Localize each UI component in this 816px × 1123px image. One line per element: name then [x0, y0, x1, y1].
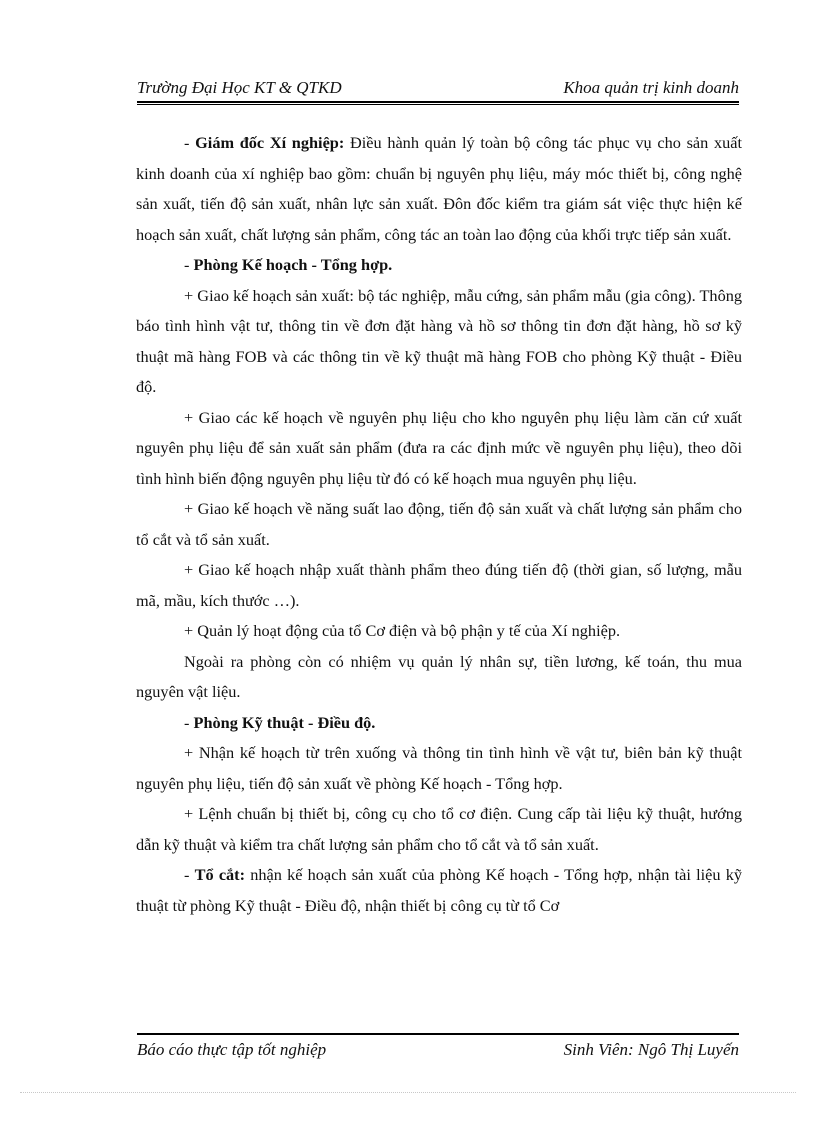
- paragraph: - Giám đốc Xí nghiệp: Điều hành quản lý toàn bộ công tác phục vụ cho sản xuất kinh doanh của xí nghiệp bao gồm: chuẩn bị nguyên phụ liệu, máy móc thiết bị, công nghệ sản xuất, tiến độ sản xuất, nhân lực sản xuất. Đôn đốc kiểm tra giám sát việc thực hiện kế hoạch sản xuất, chất lượng sản phẩm, công tác an toàn lao động của khối trực tiếp sản xuất.: [136, 133, 742, 244]
- paragraph: Ngoài ra phòng còn có nhiệm vụ quản lý nhân sự, tiền lương, kế toán, thu mua nguyên vật liệu.: [136, 651, 742, 701]
- paragraph: - Phòng Kỹ thuật - Điều độ.: [184, 712, 376, 732]
- document-body: [136, 128, 742, 921]
- header-divider: [137, 101, 739, 105]
- header-faculty: Khoa quản trị kinh doanh: [563, 78, 739, 97]
- paragraph: - Phòng Kế hoạch - Tổng hợp.: [184, 255, 393, 274]
- paragraph: + Nhận kế hoạch từ trên xuống và thông tin tình hình về vật tư, biên bản kỹ thuật nguyên phụ liệu, tiến độ sản xuất về phòng Kế hoạch - Tổng hợp.: [136, 743, 742, 793]
- footer-divider: [137, 1033, 739, 1035]
- paragraph: + Lệnh chuẩn bị thiết bị, công cụ cho tổ cơ điện. Cung cấp tài liệu kỹ thuật, hướng dẫn kỹ thuật và kiểm tra chất lượng sản phẩm cho tổ cắt và tổ sản xuất.: [136, 804, 742, 854]
- page-footer: [137, 1040, 739, 1064]
- paragraph: + Giao các kế hoạch về nguyên phụ liệu cho kho nguyên phụ liệu làm căn cứ xuất nguyên phụ liệu để sản xuất sản phẩm (đưa ra các định mức về nguyên phụ liệu), theo dõi tình hình biến động nguyên phụ liệu từ đó có kế hoạch mua nguyên phụ liệu.: [136, 407, 742, 488]
- header-school: Trường Đại Học KT & QTKD: [137, 78, 342, 97]
- paragraph: + Giao kế hoạch sản xuất: bộ tác nghiệp, mẫu cứng, sản phẩm mẫu (gia công). Thông báo tình hình vật tư, thông tin về đơn đặt hàng và hồ sơ thông tin đơn đặt hàng, hồ sơ kỹ thuật mã hàng FOB và các thông tin về kỹ thuật mã hàng FOB cho phòng Kỹ thuật - Điều độ.: [136, 285, 742, 396]
- paragraph: + Giao kế hoạch nhập xuất thành phẩm theo đúng tiến độ (thời gian, số lượng, mẫu mã, mầu, kích thước …).: [136, 560, 742, 610]
- paragraph: + Quản lý hoạt động của tổ Cơ điện và bộ phận y tế của Xí nghiệp.: [184, 621, 621, 640]
- paragraph: + Giao kế hoạch về năng suất lao động, tiến độ sản xuất và chất lượng sản phẩm cho tổ cắt và tổ sản xuất.: [136, 499, 742, 549]
- page-header: [137, 76, 739, 100]
- footer-report-title: Báo cáo thực tập tốt nghiệp: [137, 1040, 327, 1059]
- paragraph: - Tổ cắt: nhận kế hoạch sản xuất của phòng Kế hoạch - Tổng hợp, nhận tài liệu kỹ thuật từ phòng Kỹ thuật - Điều độ, nhận thiết bị công cụ từ tổ Cơ: [136, 865, 742, 915]
- page-bottom-border: [20, 1092, 796, 1093]
- footer-student-name: Sinh Viên: Ngô Thị Luyến: [563, 1040, 739, 1059]
